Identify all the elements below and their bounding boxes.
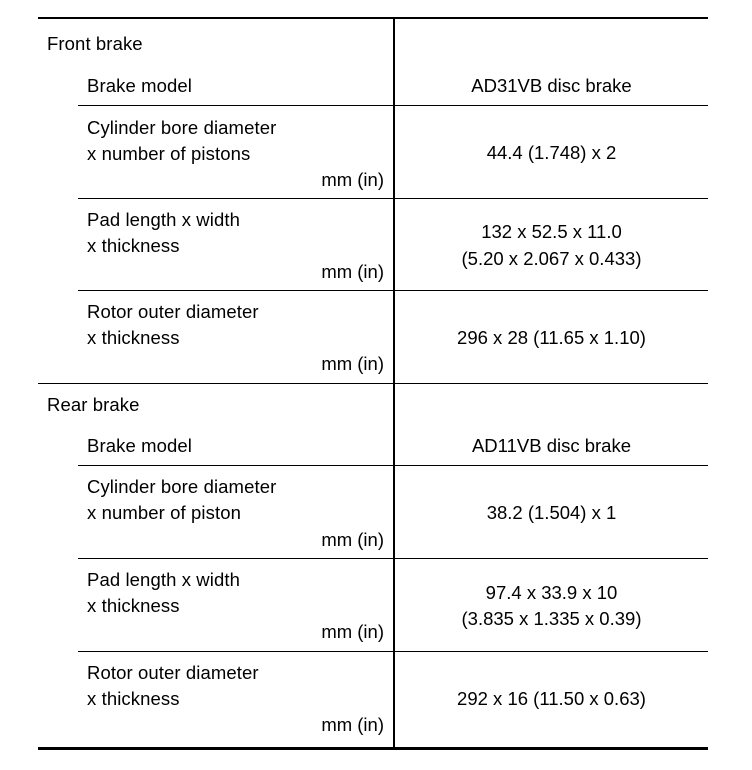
rear-cylinder-unit: mm (in) [321, 529, 384, 550]
rear-brake-model-label: Brake model [87, 435, 192, 456]
front-cylinder-unit: mm (in) [321, 169, 384, 190]
row-rule [78, 105, 708, 106]
front-rotor-label-line1: Rotor outer diameter [87, 301, 259, 322]
row-rule [78, 651, 708, 652]
row-rule [78, 558, 708, 559]
row-rule [78, 198, 708, 199]
rear-rotor-label-line2: x thickness [87, 688, 180, 709]
front-pad-value-line1: 132 x 52.5 x 11.0 [481, 221, 622, 242]
top-rule [38, 17, 708, 19]
front-cylinder-label-line2: x number of pistons [87, 143, 251, 164]
rear-rotor-label-line1: Rotor outer diameter [87, 662, 259, 683]
rear-brake-model-value: AD11VB disc brake [471, 435, 632, 456]
bottom-rule [38, 747, 708, 750]
rear-cylinder-value: 38.2 (1.504) x 1 [486, 502, 617, 523]
rear-pad-label-line1: Pad length x width [87, 569, 240, 590]
row-rule [78, 290, 708, 291]
rear-pad-value-line2: (3.835 x 1.335 x 0.39) [461, 608, 642, 629]
front-pad-unit: mm (in) [321, 261, 384, 282]
front-brake-model-value: AD31VB disc brake [471, 75, 632, 96]
front-pad-value-line2: (5.20 x 2.067 x 0.433) [461, 248, 642, 269]
rear-rotor-value: 292 x 16 (11.50 x 0.63) [457, 688, 646, 709]
row-rule [78, 465, 708, 466]
front-cylinder-value: 44.4 (1.748) x 2 [486, 142, 617, 163]
front-brake-model-label: Brake model [87, 75, 192, 96]
rear-cylinder-label-line1: Cylinder bore diameter [87, 476, 277, 497]
rear-pad-value-line1: 97.4 x 33.9 x 10 [485, 582, 618, 603]
section-title-front: Front brake [47, 33, 143, 54]
rear-cylinder-label-line2: x number of piston [87, 502, 241, 523]
front-rotor-unit: mm (in) [321, 353, 384, 374]
rear-rotor-unit: mm (in) [321, 714, 384, 735]
front-pad-label-line1: Pad length x width [87, 209, 240, 230]
rear-pad-label-line2: x thickness [87, 595, 180, 616]
front-pad-label-line2: x thickness [87, 235, 180, 256]
front-cylinder-label-line1: Cylinder bore diameter [87, 117, 277, 138]
section-title-rear: Rear brake [47, 394, 140, 415]
rear-pad-unit: mm (in) [321, 621, 384, 642]
front-rotor-value: 296 x 28 (11.65 x 1.10) [457, 327, 646, 348]
section-rule [38, 383, 708, 384]
front-rotor-label-line2: x thickness [87, 327, 180, 348]
